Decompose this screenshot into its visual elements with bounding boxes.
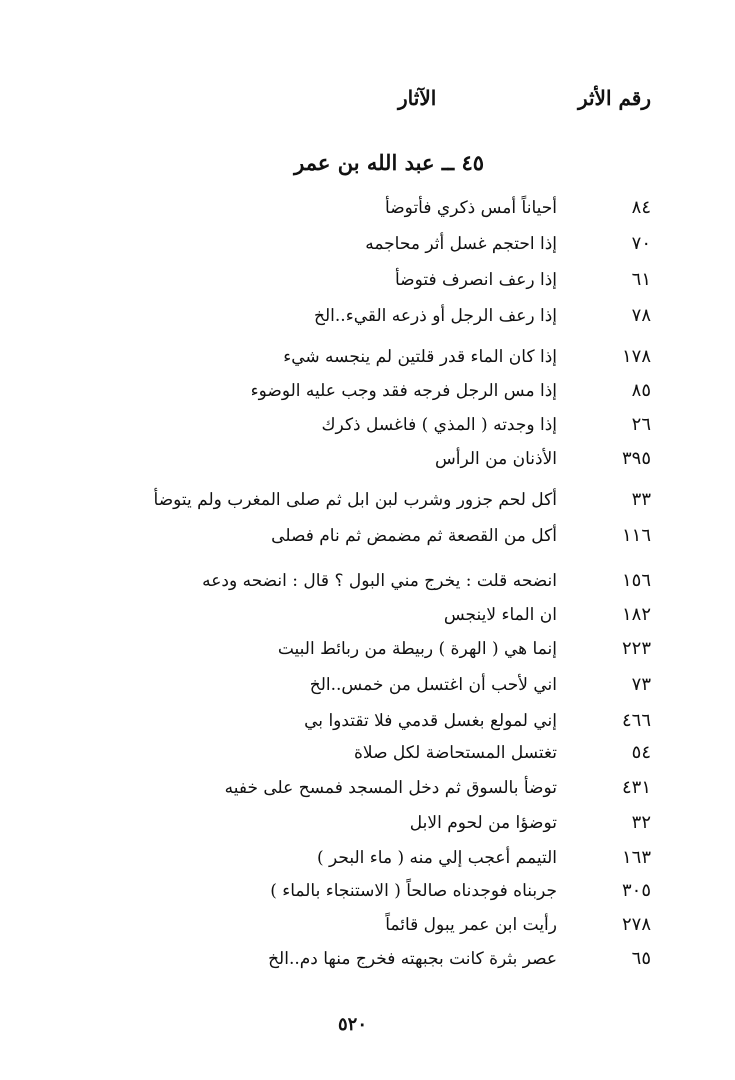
entry-text: إذا كان الماء قدر قلتين لم ينجسه شيء [283,347,557,367]
entry-text: توضؤا من لحوم الابل [409,813,557,833]
list-item [0,441,735,477]
entry-text: عصر بثرة كانت بجبهته فخرج منها دم..الخ [268,949,557,969]
entry-text: أكل من القصعة ثم مضمض ثم نام فصلى [271,526,557,546]
entry-text: إذا وجدته ( المذي ) فاغسل ذكرك [321,415,557,435]
entry-number: ١٨٢ [621,604,651,625]
entry-text: التيمم أعجب إلي منه ( ماء البحر ) [316,848,557,868]
list-item [0,735,735,771]
entry-number: ٧٠ [631,233,651,254]
entry-number: ٥٤ [631,742,651,763]
entry-text: اني لأحب أن اغتسل من خمس..الخ [309,675,557,695]
entry-number: ٣٠٥ [621,880,651,901]
list-item [0,770,735,806]
list-item [0,563,735,599]
entry-number: ٢٧٨ [621,914,651,935]
list-item [0,298,735,334]
list-item [0,226,735,262]
entry-number: ٨٤ [631,197,651,218]
list-item [0,407,735,443]
entry-text: إذا رعف انصرف فتوضأ [394,270,557,290]
entry-number: ١١٦ [621,525,651,546]
entry-text: إذا رعف الرجل أو ذرعه القيء..الخ [314,306,557,326]
list-item [0,482,735,518]
list-item [0,373,735,409]
entry-number: ١٥٦ [621,570,651,591]
entry-number: ٤٣١ [621,777,651,798]
entry-text: إنما هي ( الهرة ) ربيطة من ربائط البيت [277,639,557,659]
entry-text: جربناه فوجدناه صالحاً ( الاستنجاء بالماء ) [270,881,557,901]
list-item [0,262,735,298]
entry-number: ٦١ [631,269,651,290]
column-header-number: رقم الأثر [577,86,651,110]
entry-number: ٣٩٥ [621,448,651,469]
entry-number: ١٦٣ [621,847,651,868]
list-item [0,190,735,226]
list-item [0,518,735,554]
list-item [0,703,735,739]
list-item [0,907,735,943]
entry-number: ١٧٨ [621,346,651,367]
list-item [0,339,735,375]
entry-text: ان الماء لاينجس [443,605,557,625]
entry-text: الأذنان من الرأس [435,449,557,469]
page-number: ٥٢٠ [338,1014,368,1035]
entry-number: ٢٦ [631,414,651,435]
entry-text: انضحه قلت : يخرج مني البول ؟ قال : انضحه ودعه [202,571,557,591]
entry-number: ٧٨ [631,305,651,326]
list-item [0,597,735,633]
entry-number: ٢٢٣ [621,638,651,659]
column-header-athar: الآثار [398,86,437,110]
section-title: ٤٥ ــ عبد الله بن عمر [294,150,484,175]
list-item [0,840,735,876]
entry-text: إذا مس الرجل فرجه فقد وجب عليه الوضوء [250,381,557,401]
list-item [0,631,735,667]
list-item [0,667,735,703]
entry-number: ٤٦٦ [621,710,651,731]
list-item [0,805,735,841]
entry-text: أكل لحم جزور وشرب لبن ابل ثم صلى المغرب ولم يتوضأ [153,490,557,510]
entry-text: رأيت ابن عمر يبول قائماً [385,915,557,935]
entry-text: إني لمولع بغسل قدمي فلا تقتدوا بي [304,711,557,731]
entry-number: ٣٣ [631,489,651,510]
list-item [0,873,735,909]
entry-number: ٦٥ [631,948,651,969]
entry-text: توضأ بالسوق ثم دخل المسجد فمسح على خفيه [224,778,557,798]
list-item [0,941,735,977]
entry-text: تغتسل المستحاضة لكل صلاة [354,743,557,763]
entry-number: ٣٢ [631,812,651,833]
entry-text: أحياناً أمس ذكري فأتوضأ [385,198,557,218]
entry-number: ٧٣ [631,674,651,695]
entry-text: إذا احتجم غسل أثر محاجمه [365,234,557,254]
entry-number: ٨٥ [631,380,651,401]
